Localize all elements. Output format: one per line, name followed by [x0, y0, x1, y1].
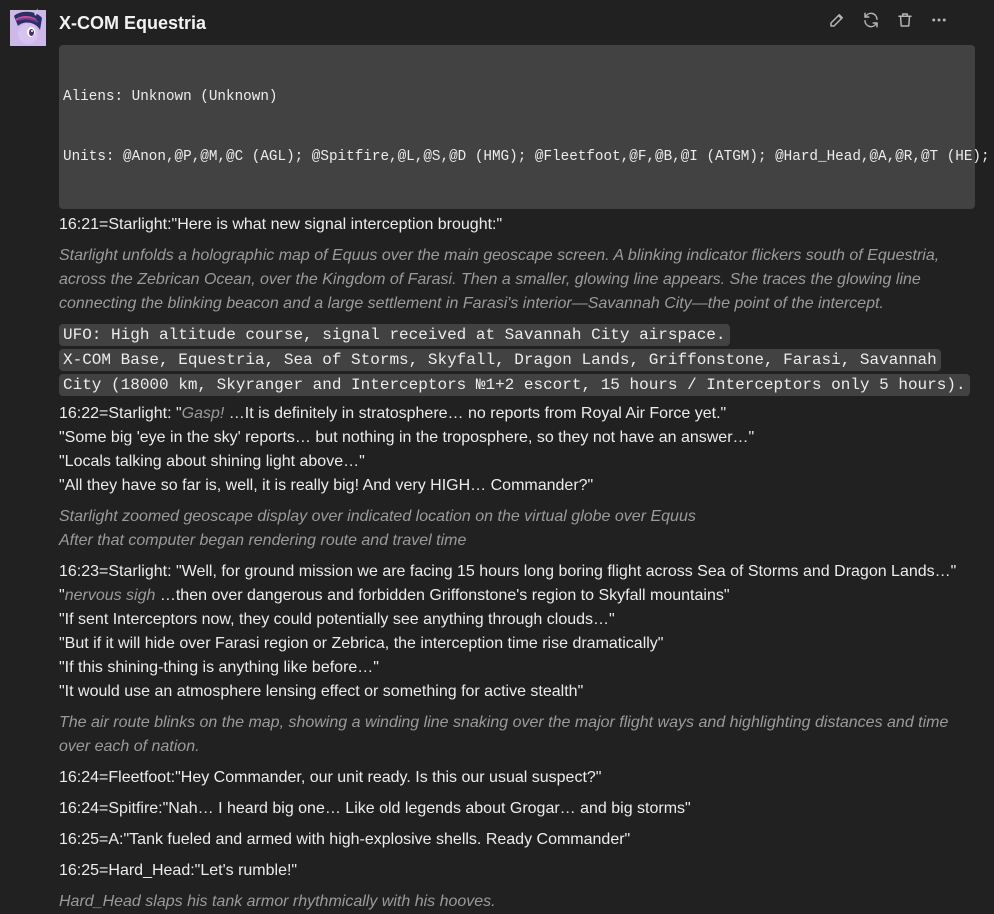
trash-icon	[896, 11, 914, 29]
avatar	[10, 10, 46, 46]
code-line: Units: @Anon,@P,@M,@C (AGL); @Spitfire,@L,@S,@D (HMG); @Fleetfoot,@F,@B,@I (ATGM); @Hard_Head,@A,@R,@T (HE);	[63, 149, 990, 165]
narration-line: The air route blinks on the map, showing a winding line snaking over the major flight ways and highlighting distances and time	[59, 714, 949, 731]
dialogue-block	[59, 859, 977, 883]
dialogue-line	[59, 402, 977, 426]
narration-block	[59, 505, 977, 553]
dialogue-block	[59, 766, 977, 790]
dialogue-line: 16:21=Starlight:"Here is what new signal interception brought:"	[59, 216, 503, 233]
inline-code: City (18000 km, Skyranger and Interceptors №1+2 escort, 15 hours / Interceptors only 5 hours).	[59, 374, 970, 396]
chat-title: X-COM Equestria	[59, 13, 207, 33]
inline-code: UFO: High altitude course, signal received at Savannah City airspace.	[59, 324, 730, 346]
dialogue-block	[59, 797, 977, 821]
dialogue-suffix: …It is definitely in stratosphere… no reports from Royal Air Force yet."	[224, 405, 727, 422]
dialogue-line: "Some big 'eye in the sky' reports… but nothing in the troposphere, so they not have an answer…"	[59, 429, 755, 446]
narration-line: Starlight zoomed geoscape display over indicated location on the virtual globe over Equus	[59, 508, 696, 525]
dialogue-block	[59, 213, 977, 237]
dialogue-line: 16:24=Fleetfoot:"Hey Commander, our unit ready. Is this our usual suspect?"	[59, 769, 602, 786]
dialogue-line: "If this shining-thing is anything like before…"	[59, 659, 379, 676]
dialogue-line: "If sent Interceptors now, they could potentially see anything through clouds…"	[59, 611, 615, 628]
regenerate-button[interactable]	[860, 9, 882, 31]
dialogue-line	[59, 584, 977, 608]
narration-block	[59, 890, 977, 914]
more-icon	[930, 11, 948, 29]
narration-line: After that computer began rendering route and travel time	[59, 532, 467, 549]
delete-button[interactable]	[894, 9, 916, 31]
narration-line: connecting the blinking beacon and a large settlement in Farasi's interior—Savannah City—the point of the intercept.	[59, 295, 884, 312]
narration-block	[59, 244, 977, 316]
dialogue-block	[59, 828, 977, 852]
message-content	[59, 45, 990, 914]
code-line: Aliens: Unknown (Unknown)	[63, 89, 278, 105]
dialogue-prefix: "	[59, 587, 65, 604]
dialogue-suffix: …then over dangerous and forbidden Griffonstone's region to Skyfall mountains"	[155, 587, 730, 604]
dialogue-prefix: 16:22=Starlight: "	[59, 405, 182, 422]
dialogue-line: "It would use an atmosphere lensing effect or something for active stealth"	[59, 683, 584, 700]
inline-code: X-COM Base, Equestria, Sea of Storms, Skyfall, Dragon Lands, Griffonstone, Farasi, Savannah	[59, 349, 941, 371]
route-code-block	[59, 323, 977, 398]
pony-avatar-icon	[10, 10, 46, 46]
narration-block	[59, 711, 977, 759]
narration-line: over each of nation.	[59, 738, 200, 755]
dialogue-line: "All they have so far is, well, it is really big! And very HIGH… Commander?"	[59, 477, 594, 494]
dialogue-line: 16:24=Spitfire:"Nah… I heard big one… Like old legends about Grogar… and big storms"	[59, 800, 691, 817]
edit-button[interactable]	[826, 9, 848, 31]
narration-line: Hard_Head slaps his tank armor rhythmically with his hooves.	[59, 893, 496, 910]
dialogue-line: "Locals talking about shining light above…"	[59, 453, 365, 470]
dialogue-line: 16:25=Hard_Head:"Let's rumble!"	[59, 862, 298, 879]
message-toolbar	[826, 9, 950, 31]
more-button[interactable]	[928, 9, 950, 31]
emote-text: Gasp!	[181, 405, 225, 422]
dialogue-block	[59, 402, 977, 498]
refresh-icon	[862, 11, 880, 29]
narration-line: Starlight unfolds a holographic map of Equus over the main geoscape screen. A blinking indicator flickers south of Equestria,	[59, 247, 940, 264]
emote-text: nervous sigh	[64, 587, 156, 604]
narration-line: across the Zebrican Ocean, over the Kingdom of Farasi. Then a smaller, glowing line appears. She traces the glowing line	[59, 271, 921, 288]
dialogue-line: 16:23=Starlight: "Well, for ground mission we are facing 15 hours long boring flight across Sea of Storms and Dragon Lands…"	[59, 563, 957, 580]
dialogue-line: "But if it will hide over Farasi region or Zebrica, the interception time rise dramatically"	[59, 635, 664, 652]
dialogue-line: 16:25=A:"Tank fueled and armed with high-explosive shells. Ready Commander"	[59, 831, 631, 848]
dialogue-block	[59, 560, 977, 704]
pencil-icon	[828, 11, 846, 29]
status-code-block	[59, 45, 990, 209]
